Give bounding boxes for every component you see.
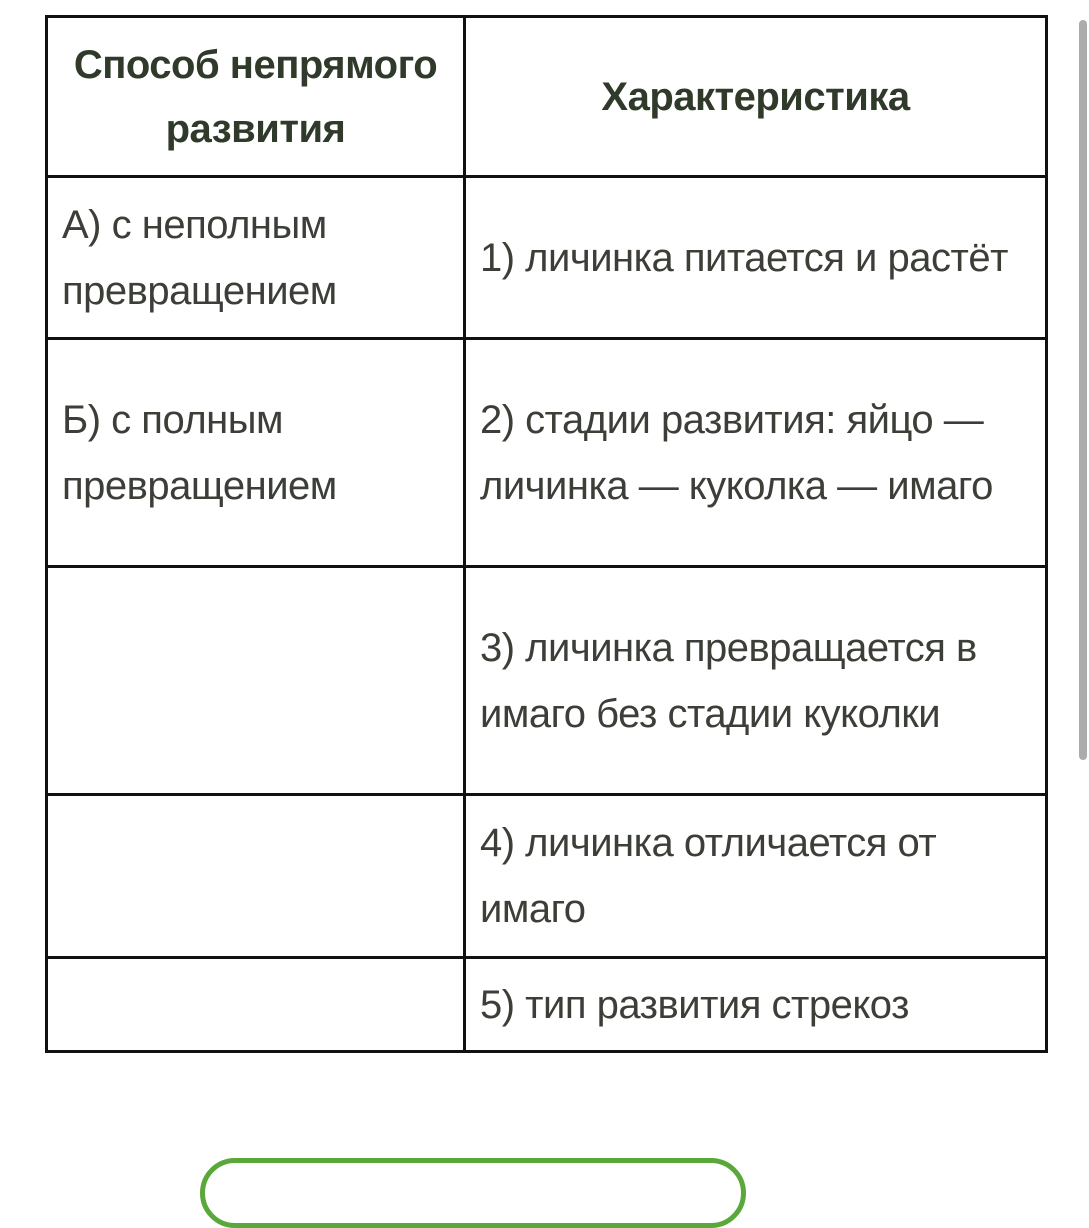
method-cell-empty (47, 958, 465, 1052)
method-cell-empty (47, 567, 465, 795)
table-row (47, 567, 1047, 795)
table-row (47, 795, 1047, 958)
method-cell-a: А) с неполным превращением (47, 177, 465, 339)
table-row (47, 339, 1047, 567)
table-row (47, 177, 1047, 339)
scrollbar-thumb[interactable] (1079, 20, 1087, 760)
matching-table (45, 15, 1048, 1053)
method-cell-empty (47, 795, 465, 958)
table-row (47, 958, 1047, 1052)
method-cell-b: Б) с полным превращением (47, 339, 465, 567)
characteristic-cell-3: 3) личинка превращается в имаго без стадии куколки (465, 567, 1047, 795)
characteristic-cell-1: 1) личинка питается и растёт (465, 177, 1047, 339)
characteristic-cell-4: 4) личинка отличается от имаго (465, 795, 1047, 958)
characteristic-cell-5: 5) тип развития стрекоз (465, 958, 1047, 1052)
header-characteristic-cell: Характеристика (465, 17, 1047, 177)
characteristic-cell-2: 2) стадии развития: яйцо — личинка — куколка — имаго (465, 339, 1047, 567)
header-method-cell: Способ непрямого развития (47, 17, 465, 177)
answer-button[interactable] (200, 1158, 746, 1228)
table-header-row (47, 17, 1047, 177)
